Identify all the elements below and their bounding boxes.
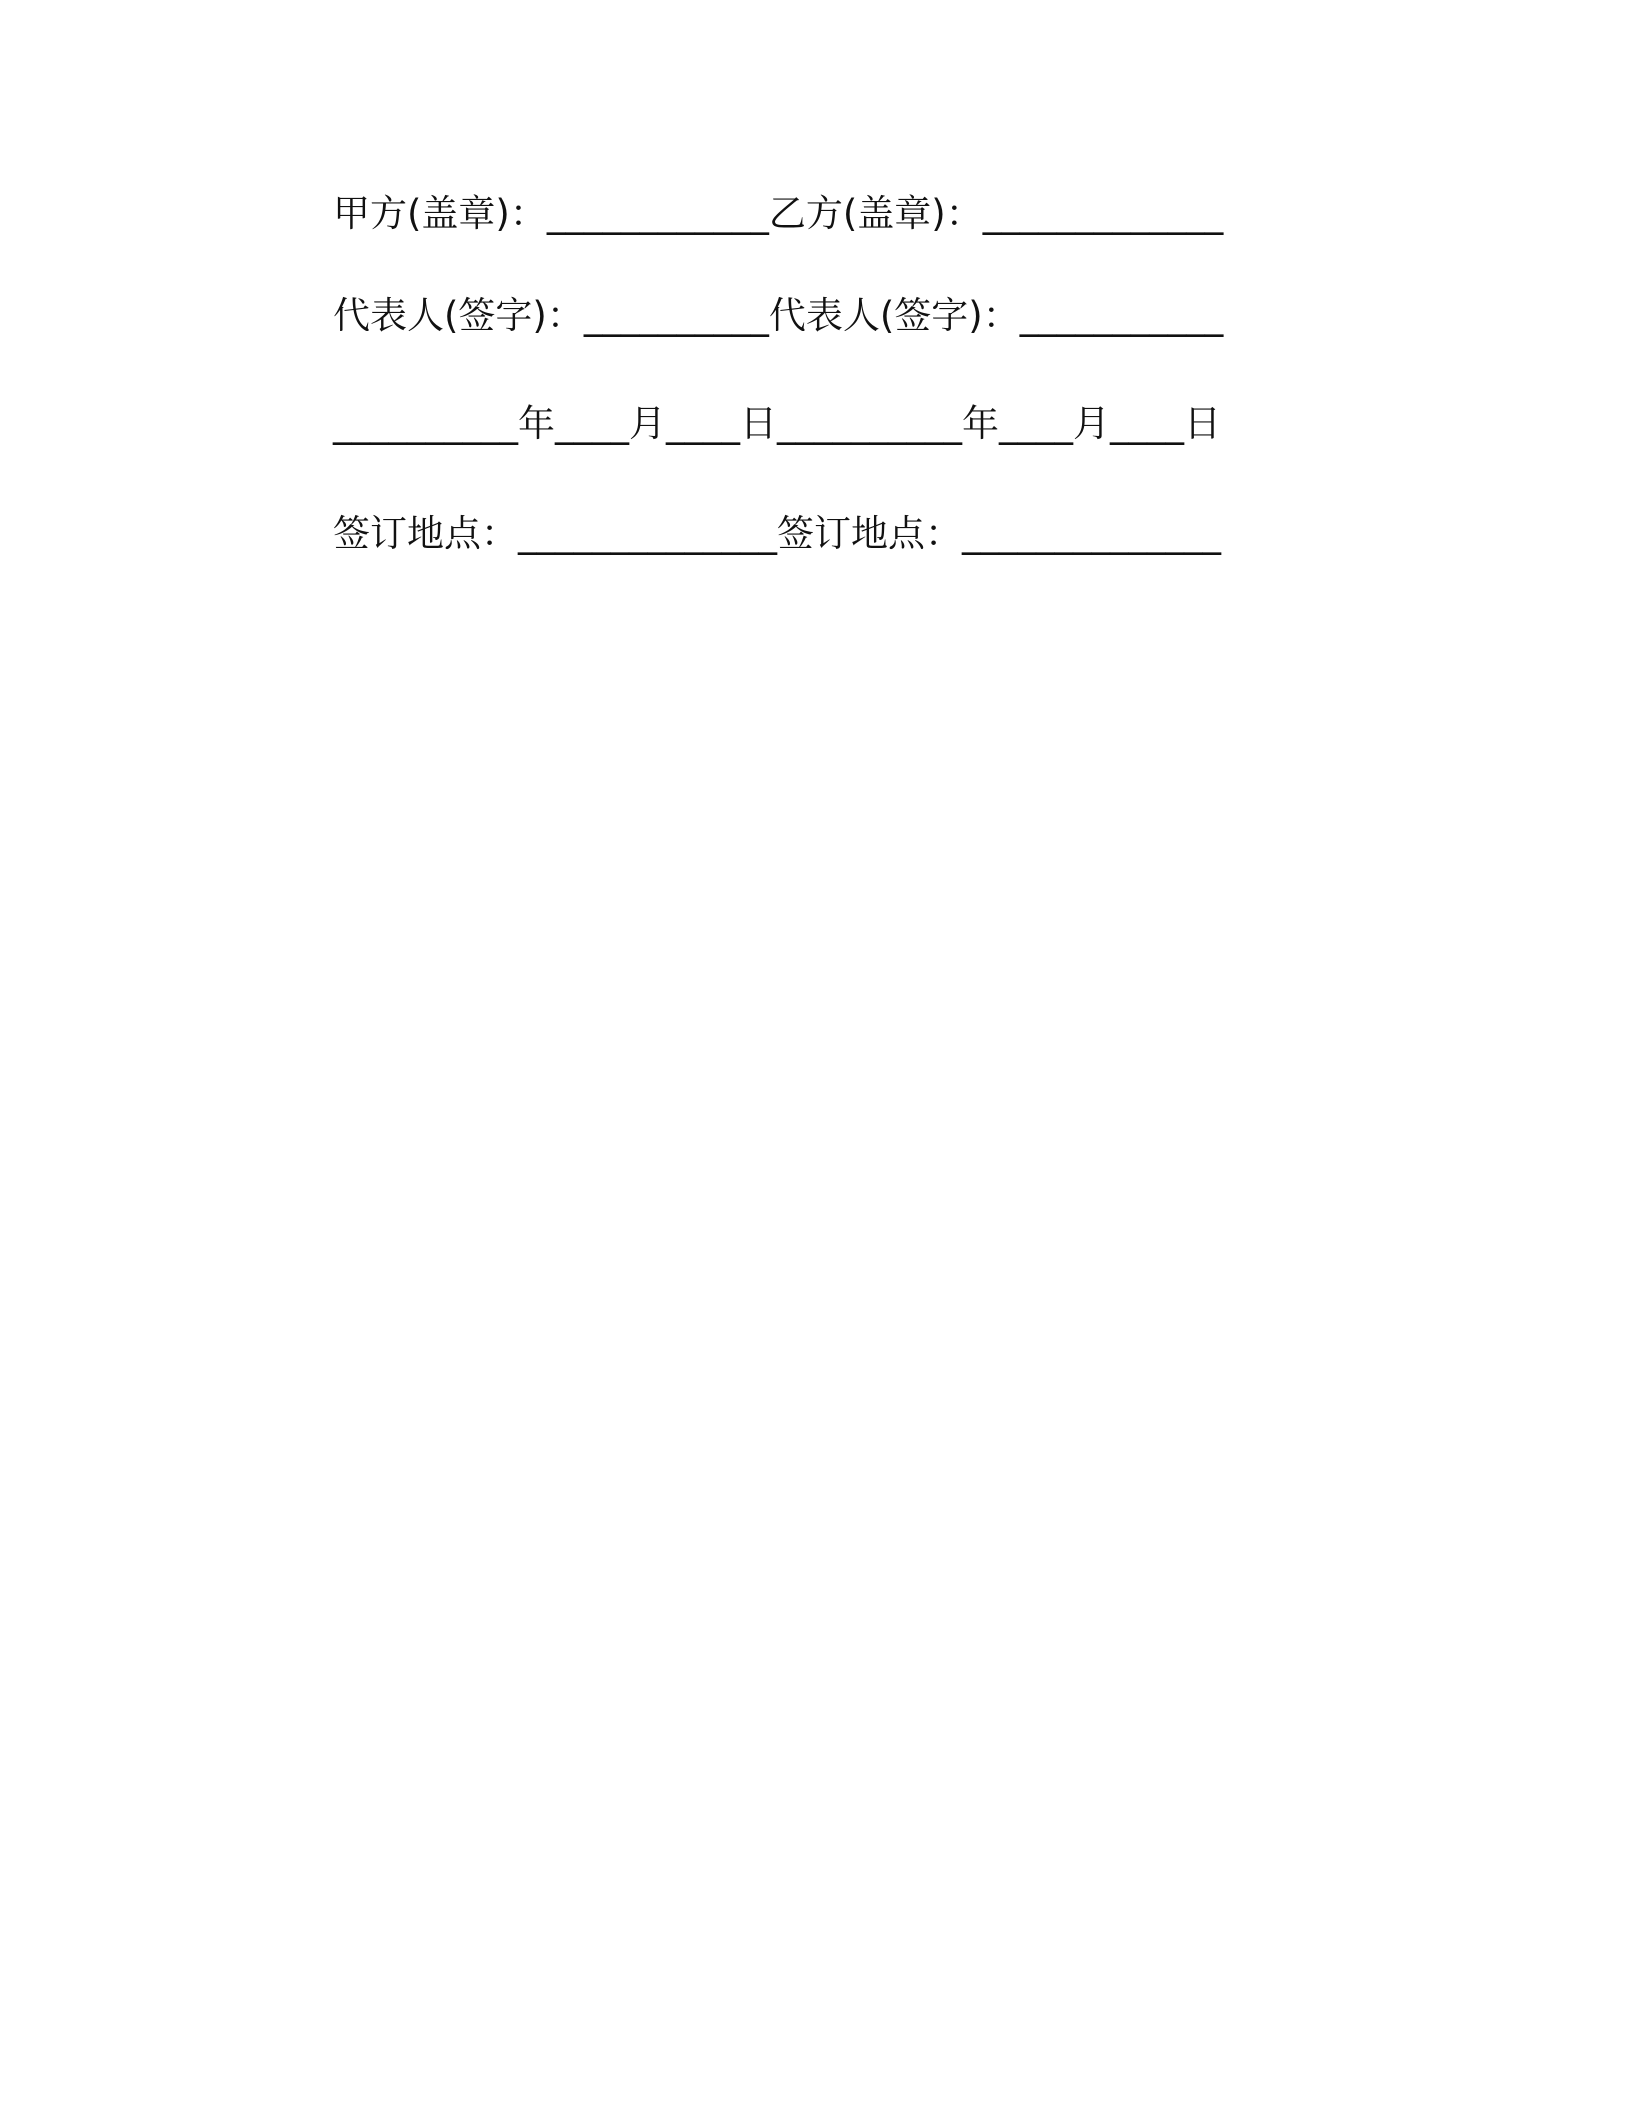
- signing-date-line: __________年____月____日__________年____月____日: [333, 402, 1221, 445]
- representative-signature-line: 代表人(签字)：__________代表人(签字)：___________: [333, 294, 1224, 337]
- signing-place-line: 签订地点：______________签订地点：______________: [333, 512, 1221, 555]
- party-seal-line: 甲方(盖章)：____________乙方(盖章)：_____________: [333, 192, 1224, 235]
